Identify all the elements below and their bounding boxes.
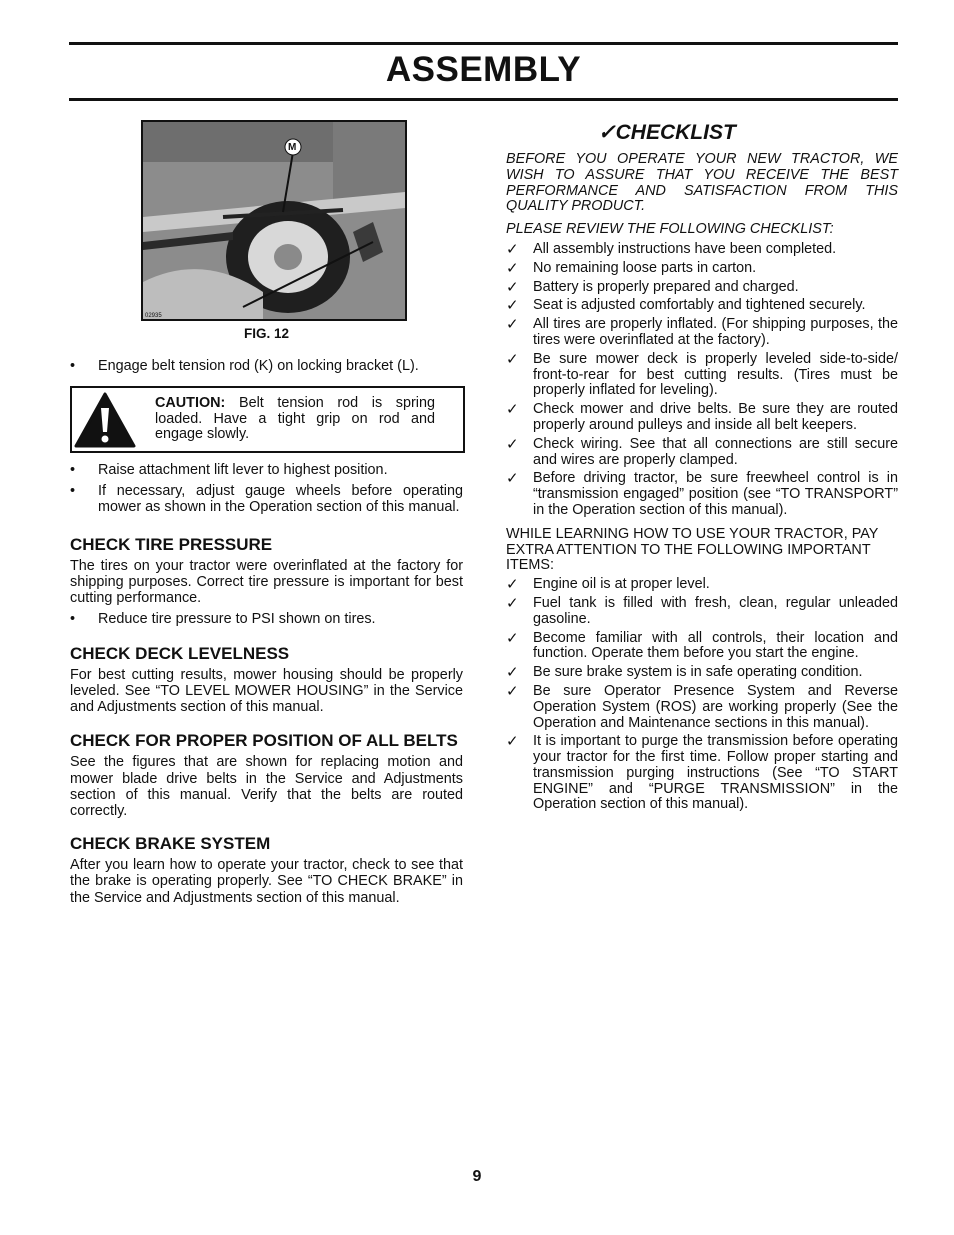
- bullet-text: Engage belt tension rod (K) on locking bracket (L).: [98, 358, 419, 375]
- checklist-item-text: All assembly instructions have been completed.: [533, 240, 837, 257]
- checklist-item: [506, 631, 898, 663]
- checkmark-icon: ✓: [506, 629, 519, 647]
- checkmark-icon: ✓: [506, 350, 519, 368]
- checklist-item: [506, 665, 898, 681]
- page-number: 9: [472, 1168, 482, 1185]
- caution-text: [155, 396, 435, 443]
- bullet-text: If necessary, adjust gauge wheels before operating mower as shown in the Operation section of this manual.: [98, 482, 463, 515]
- learning-checklist: [506, 577, 898, 813]
- checklist-item: [506, 402, 898, 434]
- checklist-item-text: Be sure brake system is in safe operating condition.: [533, 664, 863, 681]
- checkmark-icon: ✓: [506, 664, 519, 682]
- checklist-item: [506, 577, 898, 593]
- checklist-item: [506, 261, 898, 277]
- bullet-dot: •: [70, 358, 76, 375]
- page-title: ASSEMBLY: [385, 50, 582, 89]
- figure-code: 02935: [145, 313, 162, 319]
- checklist-item: [506, 734, 898, 813]
- checkmark-icon: ✓: [506, 297, 519, 315]
- checklist: [506, 242, 898, 519]
- section-heading-belts: CHECK FOR PROPER POSITION OF ALL BELTS: [70, 731, 458, 751]
- checkmark-icon: ✓: [506, 401, 519, 419]
- checkmark-icon: ✓: [506, 316, 519, 334]
- checklist-item: [506, 298, 898, 314]
- checkmark-icon: ✓: [506, 470, 519, 488]
- checklist-item-text: It is important to purge the transmission before operating your tractor for the first time. Follow proper starting and transmission purging instructions (See “TO START ENGINE” and “PURGE TRANSMISSION” in the Operation section of this manual).: [533, 733, 898, 813]
- bullet-text: Reduce tire pressure to PSI shown on tires.: [98, 610, 376, 627]
- top-rule: [69, 42, 898, 45]
- checkmark-icon: ✓: [506, 259, 519, 277]
- section-body-brake: After you learn how to operate your tractor, check to see that the brake is operating properly. See “TO CHECK BRAKE” in the Service and Adjustments section of this manual.: [70, 857, 463, 906]
- checklist-review: PLEASE REVIEW THE FOLLOWING CHECKLIST:: [506, 221, 834, 238]
- section-body-belts: See the figures that are shown for replacing motion and mower blade drive belts in the Service and Adjustments section of this manual. Verify that the belts are routed correctly.: [70, 754, 463, 820]
- list-item: [70, 462, 463, 478]
- bullet-dot: •: [70, 462, 76, 479]
- checklist-item-text: Check wiring. See that all connections are still secure and wires are properly clamped.: [533, 435, 898, 468]
- right-column: [506, 120, 898, 813]
- checkmark-icon: ✓: [506, 240, 519, 258]
- figure-caption: FIG. 12: [243, 326, 289, 341]
- left-column: [70, 120, 463, 906]
- checklist-item: [506, 437, 898, 469]
- checklist-item: [506, 242, 898, 258]
- checklist-item: [506, 317, 898, 349]
- caution-body: Belt tension rod is spring loaded. Have a tight grip on rod and engage slowly.: [155, 395, 435, 443]
- checkmark-icon: ✓: [506, 576, 519, 594]
- checklist-item-text: Battery is properly prepared and charged.: [533, 278, 799, 295]
- section-heading-tire: CHECK TIRE PRESSURE: [70, 535, 273, 555]
- section-heading-deck: CHECK DECK LEVELNESS: [70, 643, 290, 663]
- section-body-tire: The tires on your tractor were overinflated at the factory for shipping purposes. Correct tire pressure is important for best cutting performance.: [70, 558, 463, 607]
- checklist-item-text: Be sure Operator Presence System and Reverse Operation System (ROS) are working properly (See the Operation and Maintenance sections in this manual).: [533, 682, 898, 731]
- checkmark-icon: ✓: [506, 594, 519, 612]
- list-item: [70, 611, 463, 627]
- caution-label: CAUTION:: [155, 395, 226, 412]
- checklist-item-text: Engine oil is at proper level.: [533, 576, 710, 593]
- bullet-dot: •: [70, 610, 76, 627]
- checkmark-icon: ✓: [506, 733, 519, 751]
- checklist-item: [506, 684, 898, 731]
- checkmark-icon: ✓: [506, 278, 519, 296]
- checklist-item-text: Become familiar with all controls, their location and function. Operate them before you start the engine.: [533, 629, 898, 662]
- checklist-title: [598, 120, 898, 146]
- learning-heading: WHILE LEARNING HOW TO USE YOUR TRACTOR, PAY EXTRA ATTENTION TO THE FOLLOWING IMPORTANT ITEMS:: [506, 525, 879, 574]
- figure-12-photo: [141, 120, 407, 321]
- checklist-intro: BEFORE YOU OPERATE YOUR NEW TRACTOR, WE WISH TO ASSURE THAT YOU RECEIVE THE BEST PERFORMANCE AND SATISFACTION FROM THIS QUALITY PRODUCT.: [506, 151, 898, 215]
- checklist-item-text: Before driving tractor, be sure freewheel control is in “transmission engaged” position (see “TO TRANSPORT” in the Operation section of this manual).: [533, 470, 898, 518]
- bullet-dot: •: [70, 482, 76, 499]
- checklist-item: [506, 352, 898, 399]
- caution-box: [70, 386, 465, 453]
- bullet-text: Raise attachment lift lever to highest position.: [98, 462, 388, 479]
- checklist-item-text: Be sure mower deck is properly leveled side-to-side/ front-to-rear for best cutting results. (Tires must be properly inflated for leveling).: [533, 350, 898, 399]
- checklist-item-text: Fuel tank is filled with fresh, clean, regular unleaded gasoline.: [533, 594, 898, 627]
- checkmark-icon: ✓: [598, 121, 616, 144]
- checklist-title-text: CHECKLIST: [615, 121, 736, 144]
- title-underline: [69, 98, 898, 101]
- checkmark-icon: ✓: [506, 435, 519, 453]
- warning-icon: [72, 388, 138, 451]
- checklist-item: [506, 471, 898, 518]
- checklist-item-text: No remaining loose parts in carton.: [533, 259, 757, 276]
- section-body-deck: For best cutting results, mower housing should be properly leveled. See “TO LEVEL MOWER HOUSING” in the Service and Adjustments section of this manual.: [70, 666, 463, 716]
- section-heading-brake: CHECK BRAKE SYSTEM: [70, 834, 271, 854]
- checkmark-icon: ✓: [506, 682, 519, 700]
- tractor-underside-illustration: [143, 122, 405, 319]
- checklist-item: [506, 596, 898, 628]
- list-item: [70, 483, 463, 515]
- checklist-item: [506, 280, 898, 296]
- callout-m-label: M: [288, 142, 297, 153]
- checklist-item-text: All tires are properly inflated. (For shipping purposes, the tires were overinflated at the factory).: [533, 316, 898, 348]
- list-item: [70, 358, 463, 374]
- checklist-item-text: Check mower and drive belts. Be sure they are routed properly around pulleys and inside all belt keepers.: [533, 401, 898, 433]
- checklist-item-text: Seat is adjusted comfortably and tightened securely.: [533, 297, 866, 314]
